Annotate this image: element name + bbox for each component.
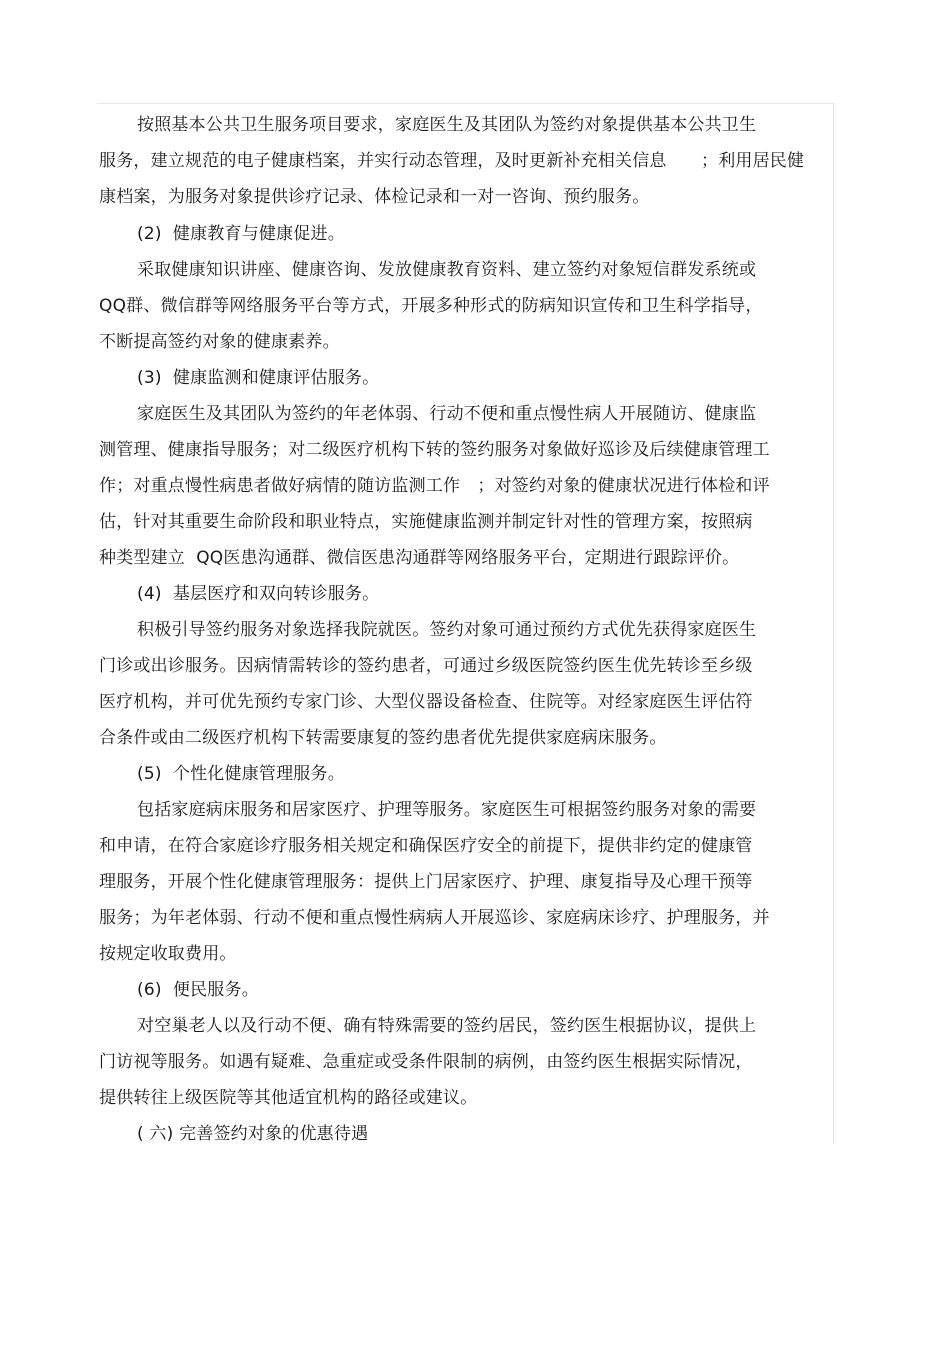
section-heading: (4) 基层医疗和双向转诊服务。: [137, 584, 380, 604]
text-line: 服务；为年老体弱、行动不便和重点慢性病病人开展巡诊、家庭病床诊疗、护理服务，并: [99, 908, 770, 928]
text-line: 测管理、健康指导服务；对二级医疗机构下转的签约服务对象做好巡诊及后续健康管理工: [99, 440, 770, 460]
text-line: 理服务，开展个性化健康管理服务：提供上门居家医疗、护理、康复指导及心理干预等: [99, 872, 753, 892]
text-line: 种类型建立 QQ医患沟通群、微信医患沟通群等网络服务平台，定期进行跟踪评价。: [99, 548, 740, 568]
section-heading: (3) 健康监测和健康评估服务。: [137, 368, 380, 388]
text-line: 估，针对其重要生命阶段和职业特点，实施健康监测并制定针对性的管理方案，按照病: [99, 512, 753, 532]
section-heading: ( 六) 完善签约对象的优惠待遇: [137, 1124, 369, 1144]
section-heading: (6) 便民服务。: [137, 980, 259, 1000]
section-heading: (5) 个性化健康管理服务。: [137, 764, 345, 784]
text-line: 提供转往上级医院等其他适宜机构的路径或建议。: [99, 1088, 478, 1108]
text-line: 合条件或由二级医疗机构下转需要康复的签约患者优先提供家庭病床服务。: [99, 728, 667, 748]
text-line: 医疗机构，并可优先预约专家门诊、大型仪器设备检查、住院等。对经家庭医生评估符: [99, 692, 753, 712]
text-line: 服务，建立规范的电子健康档案，并实行动态管理，及时更新补充相关信息 ；利用居民健: [99, 151, 805, 171]
text-line: 门访视等服务。如遇有疑难、急重症或受条件限制的病例，由签约医生根据实际情况，: [99, 1052, 753, 1072]
text-line: 和申请，在符合家庭诊疗服务相关规定和确保医疗安全的前提下，提供非约定的健康管: [99, 836, 753, 856]
text-line: 按照基本公共卫生服务项目要求，家庭医生及其团队为签约对象提供基本公共卫生: [137, 115, 757, 135]
text-line: 门诊或出诊服务。因病情需转诊的签约患者，可通过乡级医院签约医生优先转诊至乡级: [99, 656, 753, 676]
text-line: 采取健康知识讲座、健康咨询、发放健康教育资料、建立签约对象短信群发系统或: [137, 260, 757, 280]
text-line: 积极引导签约服务对象选择我院就医。签约对象可通过预约方式优先获得家庭医生: [137, 620, 757, 640]
section-heading: (2) 健康教育与健康促进。: [137, 224, 345, 244]
text-line: 对空巢老人以及行动不便、确有特殊需要的签约居民，签约医生根据协议，提供上: [137, 1016, 757, 1036]
text-line: 按规定收取费用。: [99, 944, 237, 964]
text-line: 不断提高签约对象的健康素养。: [99, 332, 340, 352]
text-line: 作；对重点慢性病患者做好病情的随访监测工作 ；对签约对象的健康状况进行体检和评: [99, 476, 770, 496]
text-line: 康档案，为服务对象提供诊疗记录、体检记录和一对一咨询、预约服务。: [99, 187, 650, 207]
text-line: 包括家庭病床服务和居家医疗、护理等服务。家庭医生可根据签约服务对象的需要: [137, 800, 757, 820]
text-line: 家庭医生及其团队为签约的年老体弱、行动不便和重点慢性病人开展随访、健康监: [137, 404, 757, 424]
text-line: QQ群、微信群等网络服务平台等方式，开展多种形式的防病知识宣传和卫生科学指导，: [99, 296, 763, 316]
